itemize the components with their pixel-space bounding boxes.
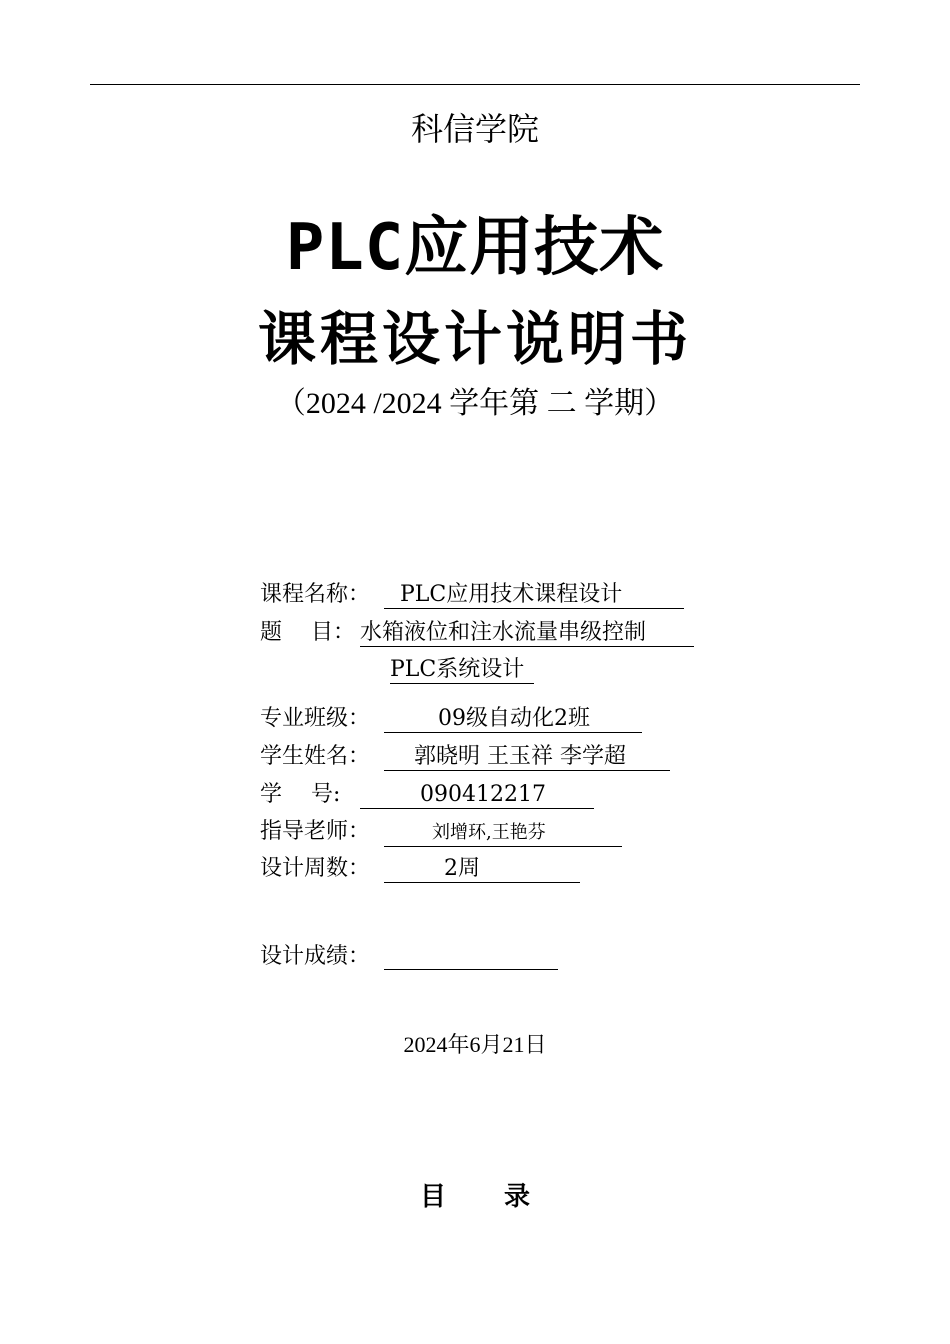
students-row — [260, 742, 670, 772]
academic-term: （2024 /2024 学年第 二 学期） — [275, 387, 675, 420]
course-name-row — [260, 580, 684, 610]
topic-row — [260, 618, 694, 648]
class-row — [260, 704, 642, 734]
student-id-row — [260, 780, 594, 810]
class-label: 专业班级： — [260, 706, 371, 731]
class-value: 09级自动化2班 — [384, 706, 642, 733]
course-name-label: 课程名称： — [260, 582, 371, 607]
course-name-value: PLC应用技术课程设计 — [384, 582, 684, 609]
weeks-row — [260, 854, 580, 884]
topic-row-2 — [390, 655, 534, 685]
grade-label: 设计成绩： — [260, 944, 371, 969]
toc-char-2: 录 — [504, 1182, 531, 1212]
student-id-value: 090412217 — [360, 782, 594, 809]
students-value: 郭晓明 王玉祥 李学超 — [384, 744, 670, 771]
title-report: 课程设计说明书 — [257, 305, 692, 373]
title-course: PLC应用技术 — [285, 211, 665, 285]
students-label: 学生姓名： — [260, 744, 371, 769]
student-id-label: 学 号: — [260, 782, 341, 807]
topic-value-line2: PLC系统设计 — [390, 657, 534, 684]
school-name: 科信学院 — [410, 110, 539, 148]
toc-heading — [0, 1176, 950, 1213]
grade-value — [384, 944, 558, 970]
header-rule — [90, 84, 860, 85]
weeks-value: 2周 — [384, 856, 580, 883]
teacher-row — [260, 817, 622, 847]
topic-label: 题 目： — [260, 620, 355, 645]
weeks-label: 设计周数： — [260, 856, 371, 881]
teacher-value: 刘增环,王艳芬 — [384, 820, 622, 847]
toc-char-1: 目 — [419, 1182, 446, 1212]
report-date: 2024年6月21日 — [403, 1032, 547, 1057]
grade-row — [260, 942, 558, 972]
topic-value-line1: 水箱液位和注水流量串级控制 — [360, 620, 694, 647]
teacher-label: 指导老师： — [260, 819, 371, 844]
